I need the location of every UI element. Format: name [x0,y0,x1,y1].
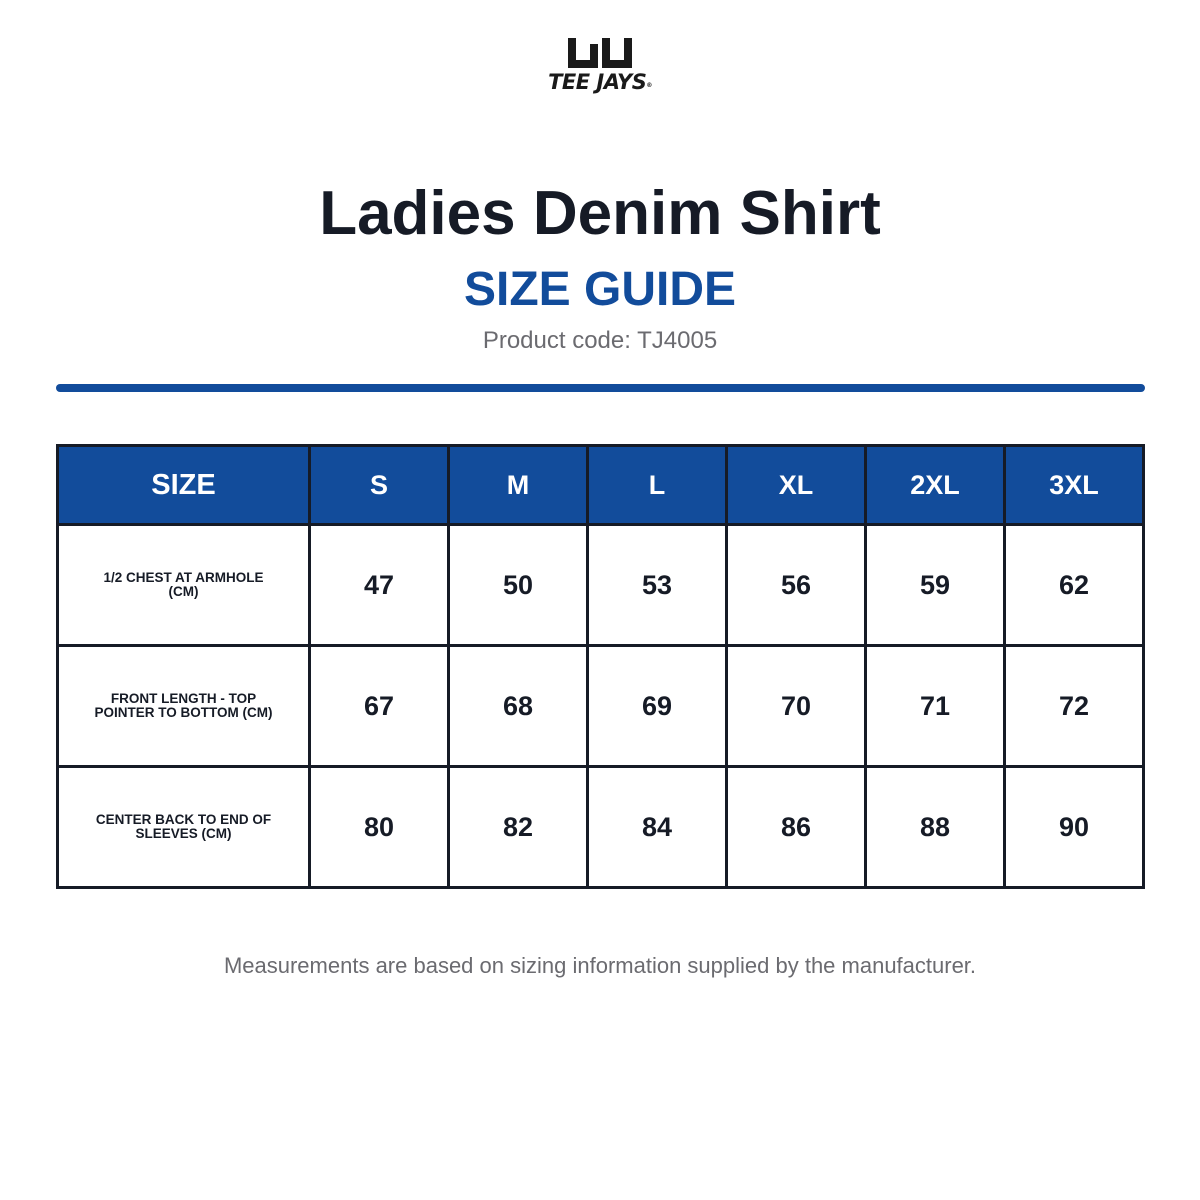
table-cell: 71 [866,646,1005,767]
tee-jays-logo-icon [568,38,632,70]
table-cell: 90 [1005,767,1144,888]
header-3xl: 3XL [1005,446,1144,525]
table-row [58,646,1144,767]
brand-logo [530,38,670,98]
table-cell: 86 [727,767,866,888]
table-cell: 72 [1005,646,1144,767]
table-cell: 53 [588,525,727,646]
header-2xl: 2XL [866,446,1005,525]
table-row [58,767,1144,888]
page-subtitle: SIZE GUIDE [463,263,737,316]
table-cell: 56 [727,525,866,646]
table-cell: 47 [310,525,449,646]
table-cell: 88 [866,767,1005,888]
logo-wordmark: TEE JAYS® [548,70,652,94]
divider [56,384,1145,392]
row-label: CENTER BACK TO END OF SLEEVES (CM) [58,767,310,888]
table-cell: 84 [588,767,727,888]
table-cell: 68 [449,646,588,767]
header-l: L [588,446,727,525]
table-cell: 59 [866,525,1005,646]
table-cell: 80 [310,767,449,888]
size-header-row [58,446,1144,525]
table-cell: 67 [310,646,449,767]
registered-mark: ® [646,82,652,89]
product-code: Product code: TJ4005 [482,327,718,354]
row-label: 1/2 CHEST AT ARMHOLE (CM) [58,525,310,646]
table-cell: 50 [449,525,588,646]
header-xl: XL [727,446,866,525]
size-table [56,444,1145,889]
table-cell: 62 [1005,525,1144,646]
table-cell: 70 [727,646,866,767]
footnote: Measurements are based on sizing information supplied by the manufacturer. [223,953,977,978]
header-m: M [449,446,588,525]
table-cell: 69 [588,646,727,767]
page-title: Ladies Denim Shirt [319,179,881,248]
header-size: SIZE [58,446,310,525]
table-row [58,525,1144,646]
table-cell: 82 [449,767,588,888]
row-label: FRONT LENGTH - TOP POINTER TO BOTTOM (CM) [58,646,310,767]
header-s: S [310,446,449,525]
